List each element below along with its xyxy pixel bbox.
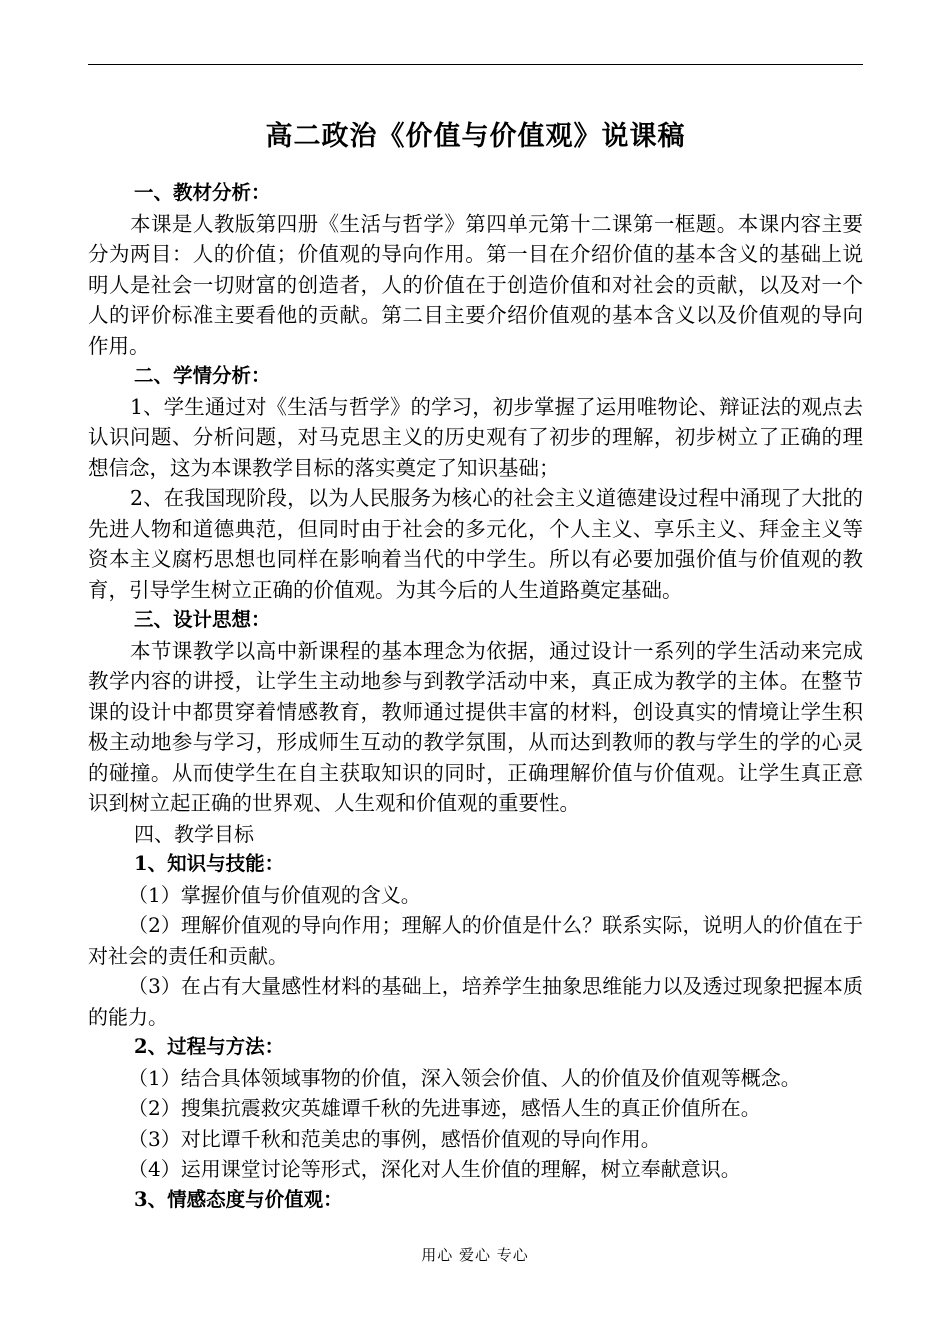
page-footer: 用心 爱心 专心 [421, 1246, 529, 1264]
document-title: 高二政治《价值与价值观》说课稿 [265, 121, 686, 152]
goal-item: （1）掌握价值与价值观的含义。 [128, 882, 421, 907]
goal-item: （3）在占有大量感性材料的基础上，培养学生抽象思维能力以及透过现象把握本质的能力。 [88, 974, 863, 1029]
header-rule [88, 64, 863, 65]
goal-item: （3）对比谭千秋和范美忠的事例，感悟价值观的导向作用。 [128, 1126, 661, 1151]
goal-item: （2）搜集抗震救灾英雄谭千秋的先进事迹，感悟人生的真正价值所在。 [128, 1096, 761, 1120]
goal-heading-emotion-values: 3、情感态度与价值观： [134, 1187, 343, 1211]
document-body [88, 118, 863, 1215]
paragraph-textbook-analysis: 本课是人教版第四册《生活与哲学》第四单元第十二课第一框题。本课内容主要分为两目：人的价值；价值观的导向作用。第一目在介绍价值的基本含义的基础上说明人是社会一切财富的创造者，人的价值在于创造价值和对社会的贡献，以及对一个人的评价标准主要看他的贡献。第二目主要介绍价值观的基本含义以及价值观的导向作用。 [88, 211, 863, 358]
goal-heading-knowledge-skills: 1、知识与技能： [134, 852, 285, 875]
goal-item: （1）结合具体领域事物的价值，深入领会价值、人的价值及价值观等概念。 [128, 1065, 801, 1090]
section-heading-textbook-analysis: 一、教材分析： [134, 181, 271, 204]
section-heading-design-idea: 三、设计思想： [134, 608, 271, 631]
paragraph-student-analysis-1: 1、学生通过对《生活与哲学》的学习，初步掌握了运用唯物论、辩证法的观点去认识问题、分析问题，对马克思主义的历史观有了初步的理解，初步树立了正确的理想信念，这为本课教学目标的落实奠定了知识基础； [88, 394, 863, 480]
goal-heading-process-methods: 2、过程与方法： [134, 1035, 285, 1058]
goal-item: （2）理解价值观的导向作用；理解人的价值是什么？联系实际，说明人的价值在于对社会的责任和贡献。 [88, 913, 863, 968]
paragraph-design-idea: 本节课教学以高中新课程的基本理念为依据，通过设计一系列的学生活动来完成教学内容的讲授，让学生主动地参与到教学活动中来，真正成为教学的主体。在整节课的设计中都贯穿着情感教育，教师通过提供丰富的材料，创设真实的情境让学生积极主动地参与学习，形成师生互动的教学氛围，从而达到教师的教与学生的学的心灵的碰撞。从而使学生在自主获取知识的同时，正确理解价值与价值观。让学生真正意识到树立起正确的世界观、人生观和价值观的重要性。 [88, 638, 863, 815]
section-heading-student-analysis: 二、学情分析： [134, 364, 271, 387]
section-heading-teaching-goals: 四、教学目标 [134, 821, 254, 846]
goal-item: （4）运用课堂讨论等形式，深化对人生价值的理解，树立奉献意识。 [128, 1157, 741, 1181]
paragraph-student-analysis-2: 2、在我国现阶段，以为人民服务为核心的社会主义道德建设过程中涌现了大批的先进人物和道德典范，但同时由于社会的多元化，个人主义、享乐主义、拜金主义等资本主义腐朽思想也同样在影响着当代的中学生。所以有必要加强价值与价值观的教育，引导学生树立正确的价值观。为其今后的人生道路奠定基础。 [88, 486, 863, 602]
